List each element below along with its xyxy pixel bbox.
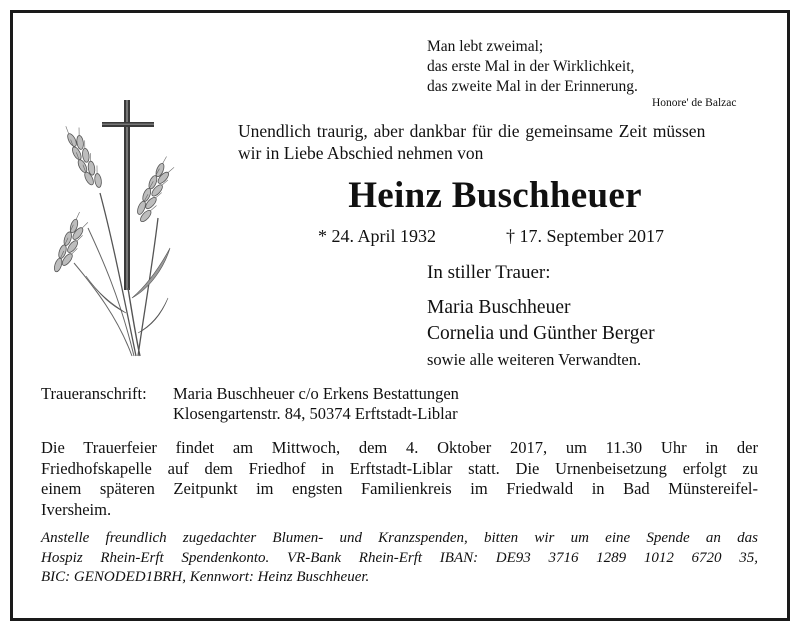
cross-with-wheat-icon xyxy=(40,98,190,360)
address-line: Klosengartenstr. 84, 50374 Erftstadt-Liblar xyxy=(173,404,458,423)
address-label: Traueranschrift: xyxy=(41,384,147,403)
ceremony-line: einem späteren Zeitpunkt im engsten Familienkreis im Friedwald in Bad Münstereifel- xyxy=(41,479,758,498)
quote-line: das zweite Mal in der Erinnerung. xyxy=(427,78,638,95)
mourning-heading: In stiller Trauer: xyxy=(427,262,551,283)
address-line: Maria Buschheuer c/o Erkens Bestattungen xyxy=(173,384,459,403)
ceremony-line: Friedhofskapelle auf dem Friedhof in Erftstadt-Liblar statt. Die Urnenbeisetzung erfolgt zu xyxy=(41,458,758,478)
intro-text xyxy=(238,120,705,164)
quote xyxy=(427,37,638,97)
donation-note xyxy=(41,529,758,588)
donation-line: BIC: GENODED1BRH, Kennwort: Heinz Buschheuer. xyxy=(41,569,370,585)
mourners-list xyxy=(427,295,655,347)
deceased-name: Heinz Buschheuer xyxy=(348,175,642,216)
ceremony-line: Die Trauerfeier findet am Mittwoch, dem 4. Oktober 2017, um 11.30 Uhr in der xyxy=(41,438,758,457)
donation-line: Anstelle freundlich zugedachter Blumen- und Kranzspenden, bitten wir um eine Spende an das xyxy=(41,530,758,546)
relatives-note: sowie alle weiteren Verwandten. xyxy=(427,350,642,369)
mourner-name: Cornelia und Günther Berger xyxy=(427,323,655,344)
mourner-name: Maria Buschheuer xyxy=(427,297,571,318)
donation-line: Hospiz Rhein-Erft Spendenkonto. VR-Bank Rhein-Erft IBAN: DE93 3716 1289 1012 6720 35, xyxy=(41,549,758,566)
intro-line: Unendlich traurig, aber dankbar für die gemeinsame Zeit müssen xyxy=(238,121,706,141)
ceremony-line: Iversheim. xyxy=(41,499,112,519)
quote-line: das erste Mal in der Wirklichkeit, xyxy=(427,58,635,75)
address-lines xyxy=(173,384,459,424)
quote-author: Honore' de Balzac xyxy=(652,97,737,109)
ceremony-paragraph xyxy=(41,438,758,520)
quote-line: Man lebt zweimal; xyxy=(427,38,544,55)
birth-date: * 24. April 1932 xyxy=(318,226,437,246)
intro-line: wir in Liebe Abschied nehmen von xyxy=(238,143,484,163)
death-date: † 17. September 2017 xyxy=(506,226,664,246)
